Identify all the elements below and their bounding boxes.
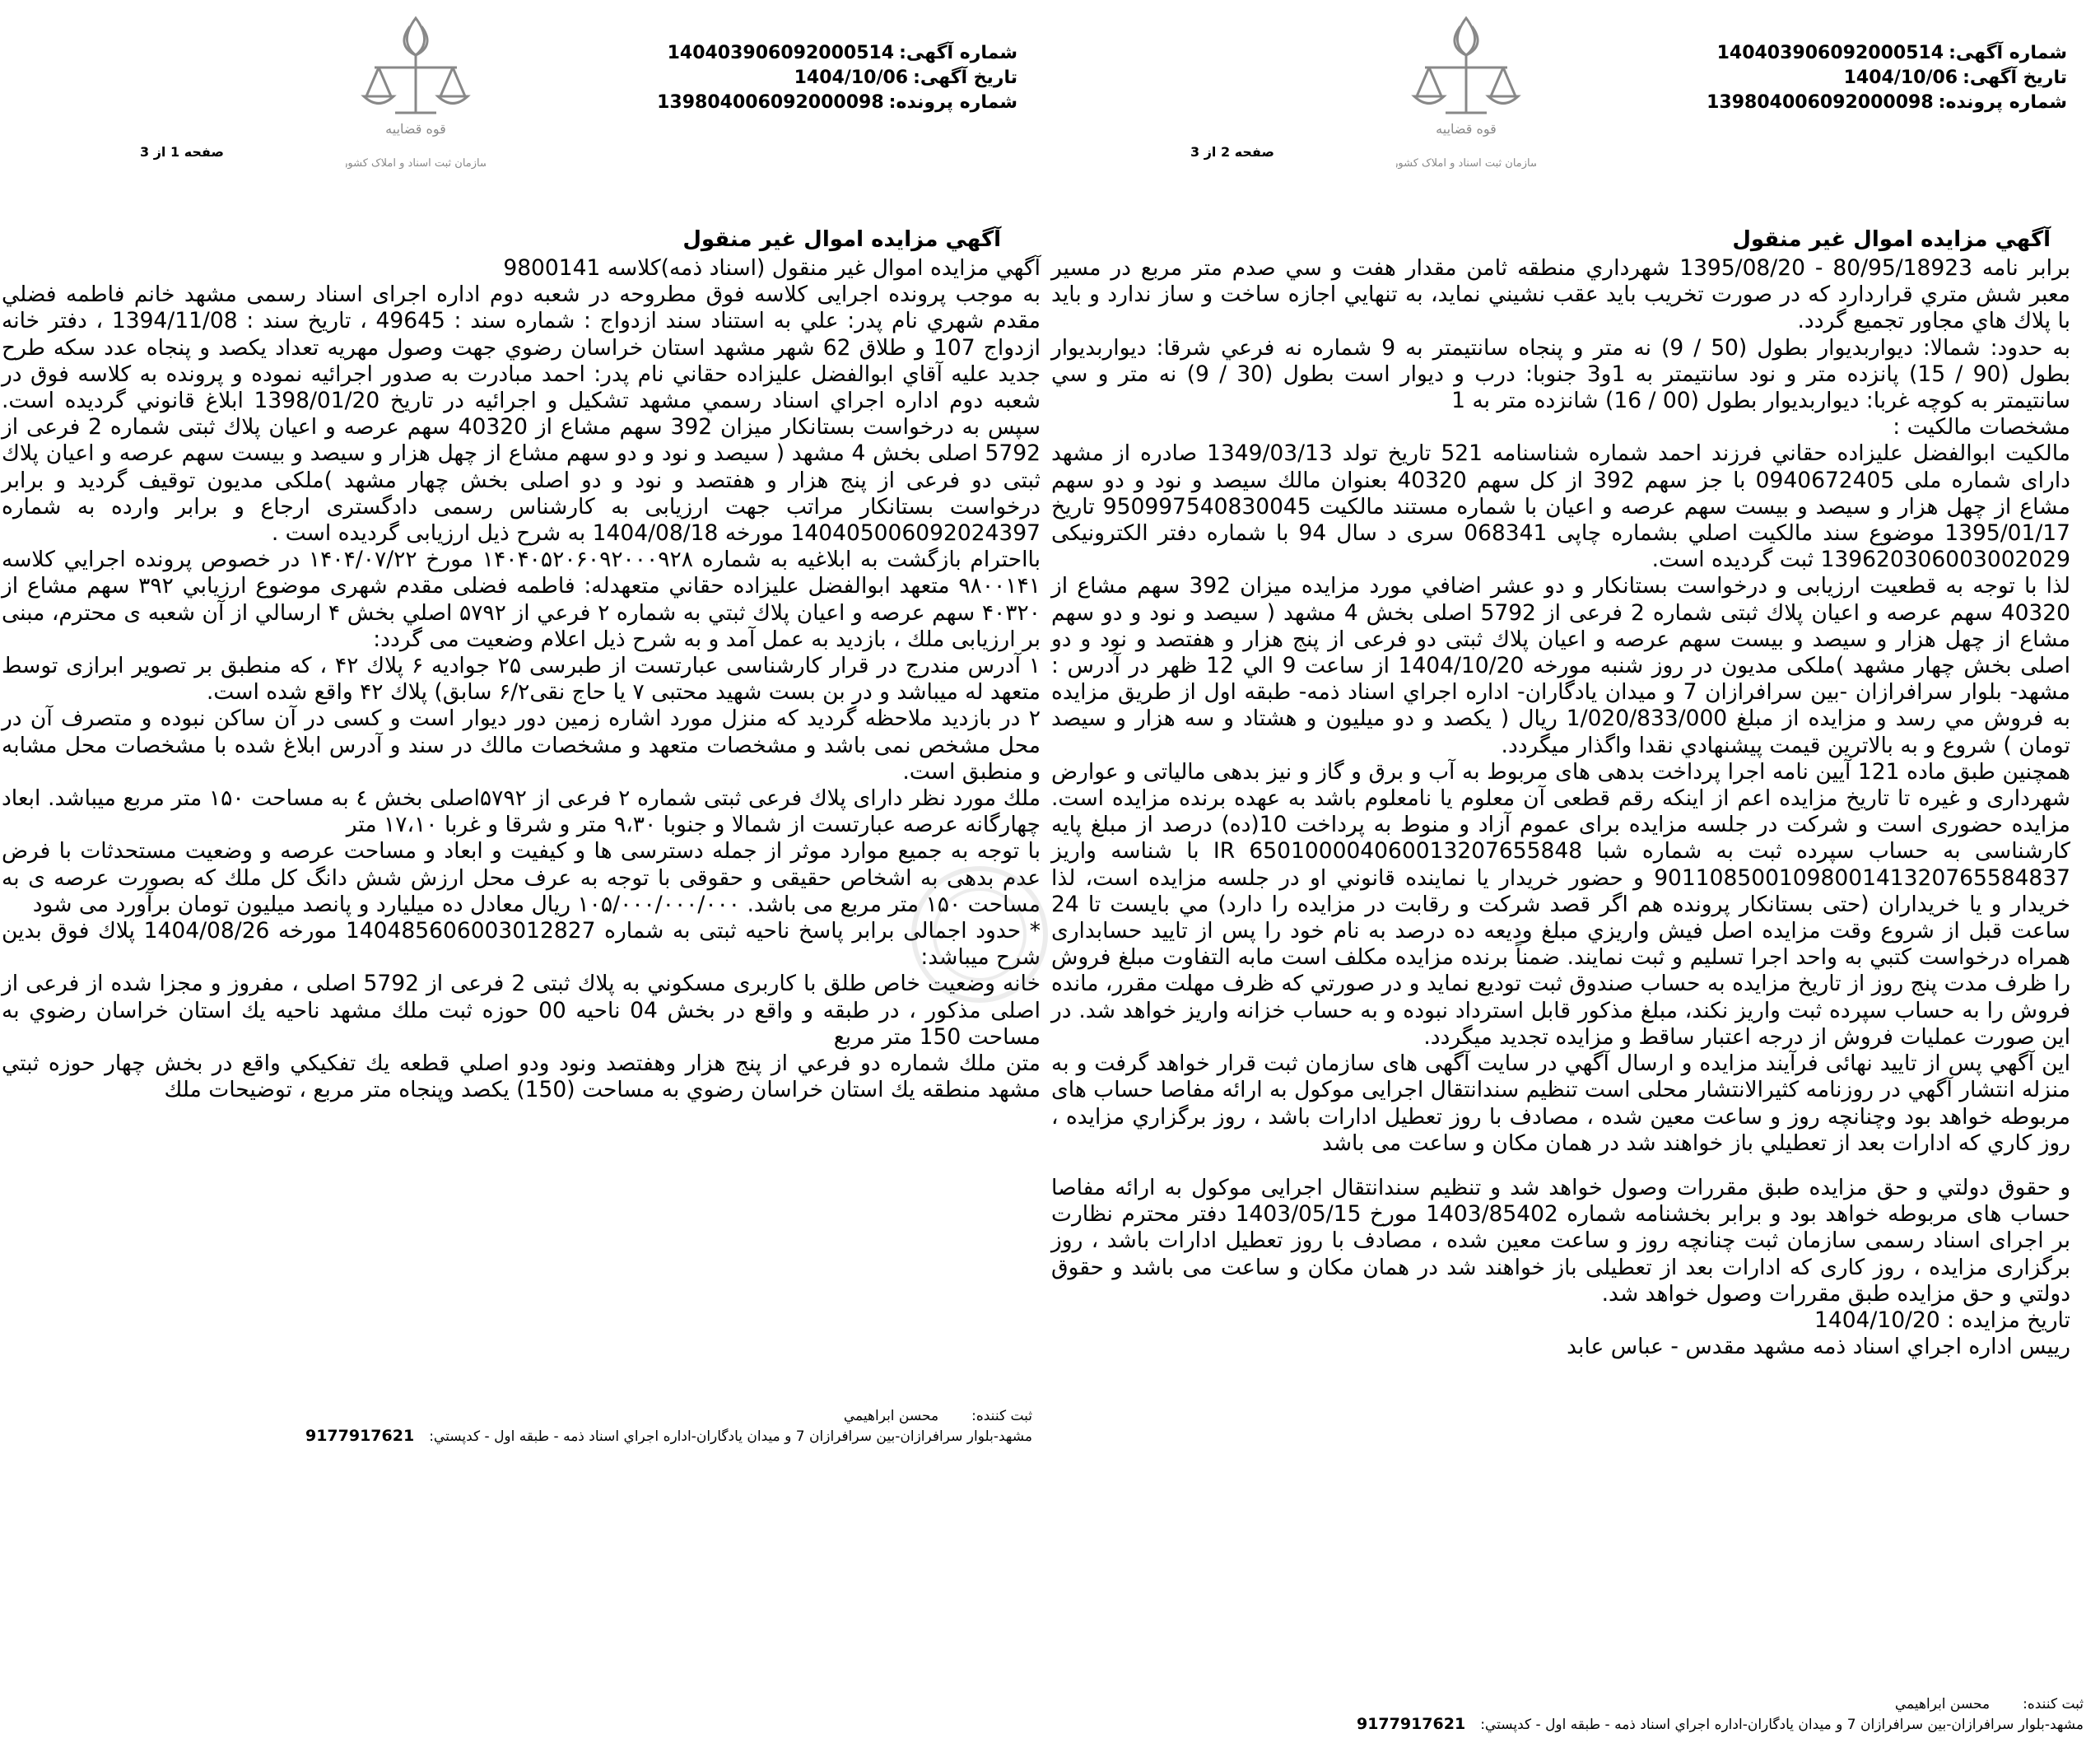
notice-title: آگهي مزايده اموال غير منقول xyxy=(682,227,1001,252)
page-number: صفحه 2 از 3 xyxy=(1190,144,1274,160)
body-paragraph: ۱ آدرس مندرج در قرار كارشناسی عبارتست از طبرسی ۲۵ جواديه ۶ پلاك ۴۲ ، كه منطبق بر تصوير ابرازی توسط متعهد له ميباشد و در بن بست شهيد محتبی ۷ يا حاج نقی۶/۲ سابق) پلاك ۴۲ واقع شده است. xyxy=(2,653,1041,706)
file-number-label: شماره پرونده: xyxy=(888,92,1017,113)
notice-header xyxy=(1707,41,2067,115)
body-paragraph: متن ملك شماره دو فرعي از پنج هزار وهفتصد ونود ودو اصلي قطعه يك تفكيكي واقع در بخش چهار حوزه ثبتي مشهد منطقه يك استان خراسان رضوي به مساحت (150) يكصد وپنجاه متر مربع ، توضيحات ملك xyxy=(2,1051,1041,1103)
notice-date: 1404/10/06 xyxy=(1843,68,1958,88)
body-paragraph: ملك مورد نظر دارای پلاك فرعی ثبتی شماره ۲ فرعی از ۵۷۹۲اصلی بخش ٤ به مساحت ۱۵۰ متر مربع ميباشد. ابعاد چهارگانه عرصه عبارتست از شمالا و جنوبا ۹،۳۰ متر و شرقا و غربا ۱۷،۱۰ متر xyxy=(2,785,1041,838)
body-paragraph: اين آگهي پس از تاييد نهائى فرآيند مزايده و ارسال آگهي در سايت آگهى هاى سازمان ثبت قرار خواهد گرفت و به منزله انتشار آگهي در روزنامه كثيرالانتشار محلى است تنظيم سندانتقال اجرايى موكول به ارائه مفاصا حساب هاى مربوطه خواهد بود وچنانچه روز و ساعت معين شده ، مصادف با روز تعطيل ادارات باشد ، روز برگزاري مزايده ، روز كاري كه ادارات بعد از تعطيلي باز خواهند شد در همان مكان و ساعت مى باشد xyxy=(1051,1051,2070,1156)
office-address: مشهد-بلوار سرافرازان-بين سرافرازان 7 و ميدان يادگاران-اداره اجراي اسناد ذمه - طبقه اول - كدپستي: xyxy=(429,1428,1032,1445)
body-paragraph: به حدود: شمالا: ديواربديوار بطول (50 / 9) نه متر و پنجاه سانتيمتر به 9 شماره نه فرعي شرقا: ديواربديوار بطول (90 / 15) پانزده متر و نود سانتيمتر به 1و3 جنوبا: درب و ديوار است بطول (30 / 9) نه متر و سي سانتيمتر به كوچه غربا: ديواربديوار بطول (00 / 16) شانزده متر به 1 xyxy=(1051,334,2070,414)
file-number: 139804006092000098 xyxy=(1707,92,1934,113)
notice-header xyxy=(657,41,1017,115)
body-paragraph: خانه وضعيت خاص طلق با كاربرى مسكوني به پلاك ثبتى 2 فرعى از 5792 اصلى ، مفروز و مجزا شده از فرعى از اصلى مذكور ، در طبقه و واقع در بخش 04 ناحيه 00 حوزه ثبت ملك مشهد ناحيه يك استان خراسان رضوي به مساحت 150 متر مربع xyxy=(2,971,1041,1050)
svg-text:قوه قضاییه: قوه قضاییه xyxy=(385,121,446,137)
notice-title: آگهي مزايده اموال غير منقول xyxy=(1732,227,2051,252)
notice-date: 1404/10/06 xyxy=(794,68,909,88)
body-paragraph: مشخصات مالكيت : xyxy=(1893,414,2070,440)
body-paragraph: و حقوق دولتي و حق مزايده طبق مقررات وصول خواهد شد و تنظيم سندانتقال اجرايى موكول به ارائه مفاصا حساب هاى مربوطه خواهد بود و برابر بخشنامه شماره 1403/85402 مورخ 1403/05/15 دفتر محترم نظارت بر اجراى اسناد رسمى سازمان ثبت چنانچه روز و ساعت معين شده ، مصادف با روز تعطيل ادارات باشد ، روز برگزارى مزايده ، روز كارى كه ادارات بعد از تعطيلى باز خواهند شد در همان مكان و ساعت مى باشد و حقوق دولتي و حق مزايده طبق مقررات وصول خواهد شد. xyxy=(1051,1174,2071,1307)
notice-body xyxy=(2,255,1041,1104)
notice-date-label: تاریخ آگهی: xyxy=(913,68,1017,88)
registrar-name: محسن ابراهيمي xyxy=(1894,1696,1991,1712)
file-number: 139804006092000098 xyxy=(657,92,884,113)
registrar-name: محسن ابراهيمي xyxy=(843,1408,939,1424)
class-heading: آگهي مزايده اموال غير منقول (اسناد ذمه)كلاسه 9800141 xyxy=(503,255,1041,281)
notice-page-2 xyxy=(1050,0,2100,1738)
file-number-label: شماره پرونده: xyxy=(1938,92,2067,113)
registrar-label: ثبت كننده: xyxy=(2023,1696,2084,1712)
postal-code: 9177917621 xyxy=(305,1427,415,1445)
signatory: رييس اداره اجراي اسناد ذمه مشهد مقدس - عباس عابد xyxy=(1567,1334,2070,1360)
office-address: مشهد-بلوار سرافرازان-بين سرافرازان 7 و ميدان يادگاران-اداره اجراي اسناد ذمه - طبقه اول - كدپستي: xyxy=(1480,1717,2084,1733)
notice-number-label: شماره آگهی: xyxy=(1949,43,2067,63)
body-paragraph: * حدود اجمالى برابر پاسخ ناحيه ثبتى به شماره 140485606003012827 مورخه 1404/08/26 پلاك فوق بدين شرح ميباشد: xyxy=(2,918,1041,971)
notice-number-label: شماره آگهی: xyxy=(899,43,1017,63)
body-paragraph: به موجب پرونده اجرايى كلاسه فوق مطروحه در شعبه دوم اداره اجراى اسناد رسمى مشهد خانم فاطمه فضلي مقدم شهري نام پدر: علي به استناد سند ازدواج : شماره سند : 49645 ، تاريخ سند : 1394/11/08 ، دفتر خانه ازدواج 107 و طلاق 62 شهر مشهد استان خراسان رضوي جهت وصول مهريه تعداد يكصد و پنجاه عدد سكه طرح جديد عليه آقاي ابوالفضل عليزاده حقاني نام پدر: احمد مبادرت به صدور اجرائيه نموده و پرونده به كلاسه فوق در شعبه دوم اداره اجراي اسناد رسمي مشهد تشكيل و اجرائيه در تاريخ 1398/01/20 ابلاغ قانوني گرديده است. سپس به درخواست بستانكار ميزان 392 سهم مشاع از 40320 سهم عرصه و اعيان پلاك ثبتى شماره 2 فرعى از 5792 اصلى بخش 4 مشهد ( سيصد و نود و دو سهم مشاع از چهل هزار و سيصد و بيست سهم عرصه و اعيان پلاك ثبتى دو فرعى از پنج هزار و هفتصد و نود و دو اصلى بخش چهار مشهد )ملكى مديون توقيف گرديد و برابر درخواست بستانكار مراتب جهت ارزيابى به كارشناس رسمى دادگسترى ارجاع و برابر وارده به شماره 140405006092024397 مورخه 1404/08/18 به شرح ذيل ارزيابى گرديده است . xyxy=(2,282,1041,547)
auction-date: تاريخ مزايده : 1404/10/20 xyxy=(1814,1307,2070,1333)
body-paragraph: همچنين طبق ماده 121 آيين نامه اجرا پرداخت بدهى هاى مربوط به آب و برق و گاز و نيز بدهى مالياتى و عوارض شهردارى و غيره تا تاريخ مزايده اعم از اينكه رقم قطعى آن معلوم يا نامعلوم باشد به عهده برنده مزايده است. مزايده حضورى است و شركت در جلسه مزايده براى عموم آزاد و منوط به پرداخت 10(ده) درصد از مبلغ پايه كارشناسى به حساب سپرده ثبت به شماره شبا IR 650100004060013207655848 با شناسه واريز 901108500109800141320765584837 و حضور خريدار يا نماينده قانوني او در جلسه مزايده است، لذا خريدار و يا خريداران (حتى بستانكار پرونده هم اگر قصد شركت و رقابت در مزايده را دارد) مي بايست تا 24 ساعت قبل از شروع وقت مزايده اصل فيش واريزي مبلغ وديعه ده درصد به نام خود را پس از تاييد حسابدارى همراه درخواست كتبي به واحد اجرا تسليم و ثبت نمايند. ضمناً برنده مزايده مكلف است مابه التفاوت مبلغ فروش را ظرف مدت پنج روز از تاريخ مزايده به حساب صندوق ثبت توديع نمايد و در صورتي كه ظرف مهلت مقرر، مانده فروش را به حساب سپرده ثبت واريز نكند، مبلغ مذكور قابل استرداد نبوده و به حساب خزانه واريز خواهد شد. در اين صورت عمليات فروش از درجه اعتبار ساقط و مزايده تجديد ميگردد. xyxy=(1051,758,2071,1050)
body-paragraph: مالكيت ابوالفضل عليزاده حقاني فرزند احمد شماره شناسنامه 521 تاريخ تولد 1349/03/13 صادره از مشهد داراى شماره ملى 0940672405 با جز سهم 392 از كل سهم 40320 بعنوان مالك سيصد و نود و دو سهم مشاع از چهل هزار و سيصد و بيست سهم عرصه و اعيان با شماره مستند مالكيت 950997540830045 تاريخ 1395/01/17 موضوع سند مالكيت اصلي بشماره چاپى 068341 سرى د سال 94 با شماره دفتر الكترونيكى 139620306003002029 ثبت گرديده است. xyxy=(1051,440,2071,573)
registrar-label: ثبت كننده: xyxy=(971,1408,1032,1424)
svg-text:قوه قضاییه: قوه قضاییه xyxy=(1436,121,1497,137)
body-paragraph: لذا با توجه به قطعيت ارزيابى و درخواست بستانكار و دو عشر اضافي مورد مزايده ميزان 392 سهم مشاع از 40320 سهم عرصه و اعيان پلاك ثبتى شماره 2 فرعى از 5792 اصلى بخش 4 مشهد ( سيصد و نود و دو سهم مشاع از چهل هزار و سيصد و بيست سهم عرصه و اعيان پلاك ثبتى دو فرعى از پنج هزار و هفتصد و نود و دو اصلى بخش چهار مشهد )ملكى مديون در روز شنبه مورخه 1404/10/20 از ساعت 9 الي 12 ظهر در آدرس : مشهد- بلوار سرافرازان -بين سرافرازان 7 و ميدان يادگاران- اداره اجراي اسناد ذمه- طبقه اول از طريق مزايده به فروش مي رسد و مزايده از مبلغ 1/020/833/000 ريال ( يكصد و دو ميليون و هشتاد و سه هزار و سيصد تومان ) شروع و به بالاترين قيمت پيشنهادي نقدا واگذار ميگردد. xyxy=(1051,573,2071,758)
body-paragraph: برابر نامه 80/95/18923 - 1395/08/20 شهرداري منطقه ثامن مقدار هفت و سي صدم متر مربع در مسير معبر شش متري قراردارد كه در صورت تخريب بايد عقب نشيني نمايد، به تنهايي اجازه ساخت و ساز ندارد و بايد با پلاك هاي مجاور تجميع گردد. xyxy=(1051,255,2070,334)
svg-text:سازمان ثبت اسناد و املاک کشور: سازمان ثبت اسناد و املاک کشور xyxy=(346,157,486,170)
judiciary-emblem-icon xyxy=(1396,10,1536,179)
body-paragraph: با توجه به جميع موارد موثر از جمله دسترسی ها و كيفيت و ابعاد و مساحت عرصه و وضعيت مستحدثات با فرض عدم بدهی به اشخاص حقيقی و حقوقی با توجه به عرف محل ارزش شش دانگ كل ملك كه بصورت عرصه ی به مساحت ۱۵۰ متر مربع می باشد. ۱۰۵/۰۰۰/۰۰۰/۰۰۰ ريال معادل ده ميليارد و پانصد ميليون تومان برآورد می شود xyxy=(2,838,1041,917)
page-number: صفحه 1 از 3 xyxy=(140,144,224,160)
svg-text:سازمان ثبت اسناد و املاک کشور: سازمان ثبت اسناد و املاک کشور xyxy=(1396,157,1536,170)
notice-number: 140403906092000514 xyxy=(667,43,895,63)
page-footer xyxy=(1357,1694,2084,1735)
notice-number: 140403906092000514 xyxy=(1716,43,1944,63)
postal-code: 9177917621 xyxy=(1356,1715,1466,1733)
body-paragraph: ۲ در بازديد ملاحظه گرديد كه منزل مورد اشاره زمين دور ديوار است و كسی در آن ساكن نبوده و متصرف آن در محل مشخص نمی باشد و مشخصات متعهد و مشخصات مالك در سند و آدرس ابلاغ شده با مشخصات محل مشابه و منطبق است. xyxy=(2,706,1041,785)
page-footer xyxy=(305,1406,1032,1447)
judiciary-emblem-icon xyxy=(346,10,486,179)
body-paragraph: بااحترام بازگشت به ابلاغيه به شماره ۱۴۰۴۰۵۲۰۶۰۹۲۰۰۰۹۲۸ مورخ ۱۴۰۴/۰۷/۲۲ در خصوص پرونده اجرايي كلاسه ۹۸۰۰۱۴۱ متعهد ابوالفضل عليزاده حقاني متعهدله: فاطمه فضلی مقدم شهری موضوع ارزيابي ۳۹۲ سهم مشاع از ۴۰۳۲۰ سهم عرصه و اعيان پلاك ثبتي به شماره ۲ فرعي از ۵۷۹۲ اصلي بخش ۴ ارسالي از آن شعبه ی محترم، مبنی بر ارزيابی ملك ، بازديد به عمل آمد و به شرح ذيل اعلام وضعيت می گردد: xyxy=(2,547,1041,652)
notice-date-label: تاریخ آگهی: xyxy=(1963,68,2067,88)
notice-body xyxy=(1051,255,2070,1360)
